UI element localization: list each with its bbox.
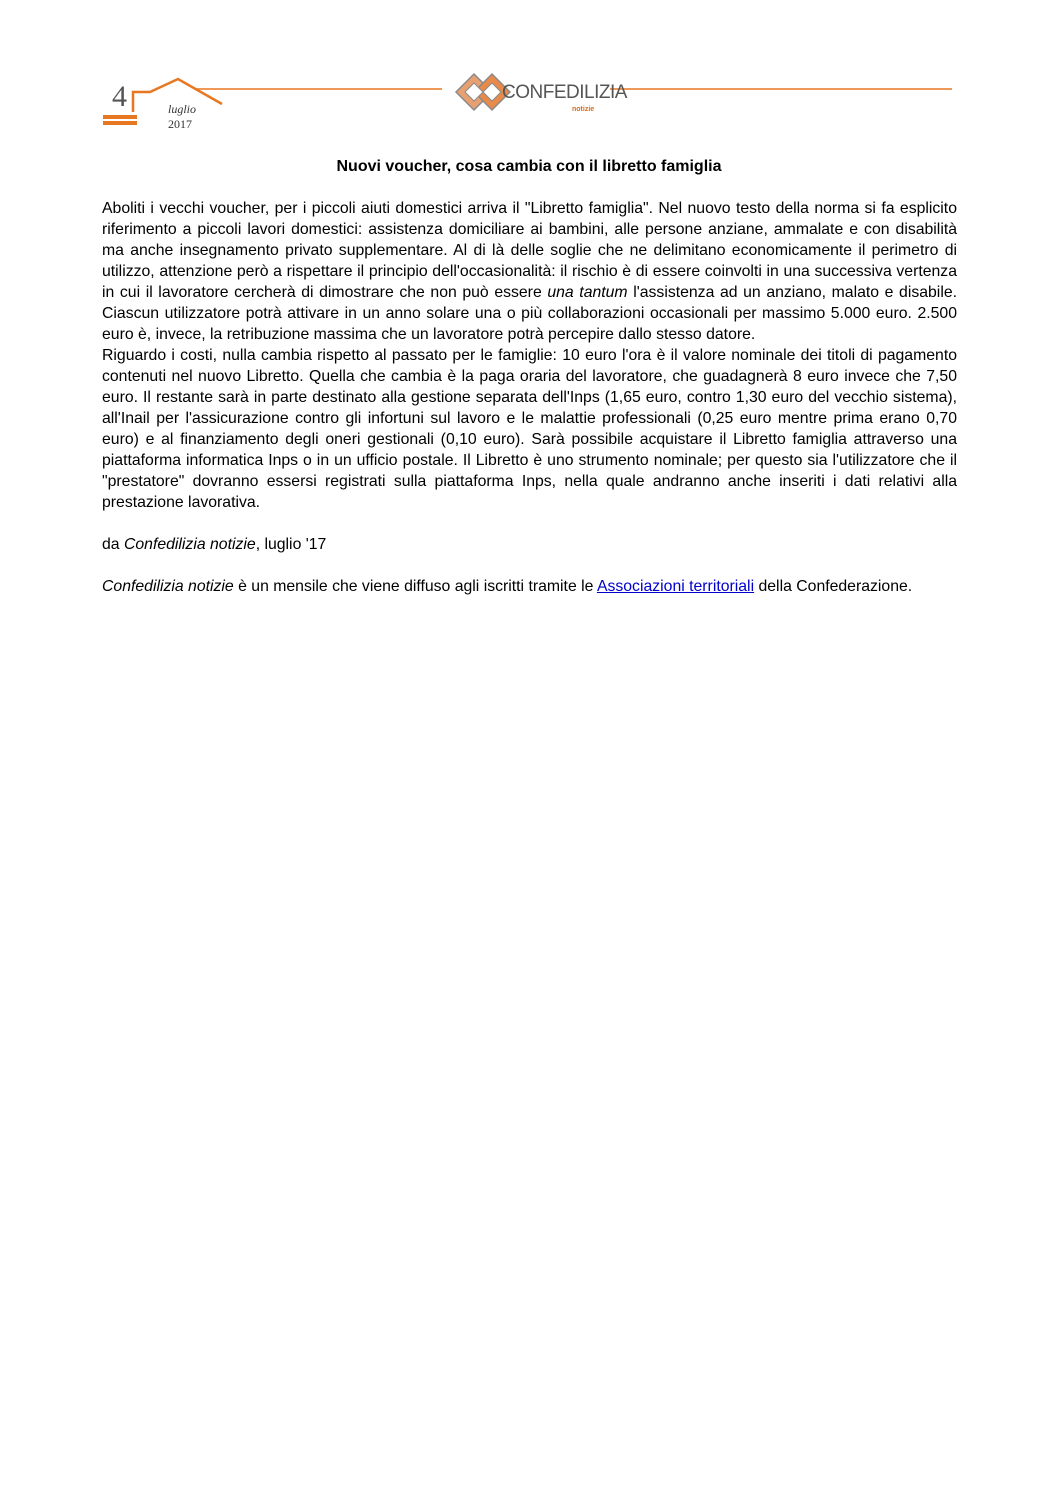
article-title: Nuovi voucher, cosa cambia con il libretto famiglia: [336, 158, 722, 175]
logo-text: CONFEDILIZIA: [502, 82, 627, 103]
page-header: [0, 0, 1058, 150]
header-graphics: [0, 0, 1058, 150]
article-body: [102, 198, 957, 597]
page-number: 4: [112, 80, 127, 113]
issue-month: luglio: [168, 102, 197, 116]
paragraph-1: Aboliti i vecchi voucher, per i piccoli aiuti domestici arriva il "Libretto famiglia". Nel nuovo testo della norma si fa esplicito riferimento a piccoli lavori domestici: assistenza domiciliare ai bambini, alle persone anziane, ammalate e con disabilità ma anche insegnamento privato supplementare. Al di là delle soglie che ne delimitano economicamente il perimetro di utilizzo, attenzione però a rispettare il principio dell'occasionalità: il rischio è di essere coinvolti in una successiva vertenza in cui il lavoratore cercherà di dimostrare che non può essere una tantum l'assistenza ad un anziano, malato e disabile. Ciascun utilizzatore potrà attivare in un anno solare una o più collaborazioni occasionali per massimo 5.000 euro. 2.500 euro è, invece, la retribuzione massima che un lavoratore potrà percepire dallo stesso datore.: [102, 200, 957, 343]
source-line: da Confedilizia notizie, luglio '17: [102, 536, 327, 553]
associazioni-territoriali-link[interactable]: Associazioni territoriali: [596, 578, 755, 595]
issue-year: 2017: [168, 117, 192, 131]
page-number-base: [103, 115, 137, 119]
logo-subtitle: notizie: [572, 106, 595, 113]
paragraph-2: Riguardo i costi, nulla cambia rispetto al passato per le famiglie: 10 euro l'ora è il valore nominale dei titoli di pagamento contenuti nel nuovo Libretto. Quella che cambia è la paga oraria del lavoratore, che guadagnerà 8 euro invece che 7,50 euro. Il restante sarà in parte destinato alla gestione separata dell'Inps (1,65 euro, contro 1,30 euro del vecchio sistema), all'Inail per l'assicurazione contro gli infortuni sul lavoro e le malattie professionali (0,25 euro mentre prima erano 0,70 euro) e al finanziamento degli oneri gestionali (0,10 euro). Sarà possibile acquistare il Libretto famiglia attraverso una piattaforma informatica Inps o in un ufficio postale. Il Libretto è uno strumento nominale; per questo sia l'utilizzatore che il "prestatore" dovranno essersi registrati sulla piattaforma Inps, nella quale andranno anche inseriti i dati relativi alla prestazione lavorativa.: [102, 347, 957, 511]
note-paragraph: Confedilizia notizie è un mensile che viene diffuso agli iscritti tramite le Associazioni territoriali della Confederazione.: [102, 578, 913, 595]
